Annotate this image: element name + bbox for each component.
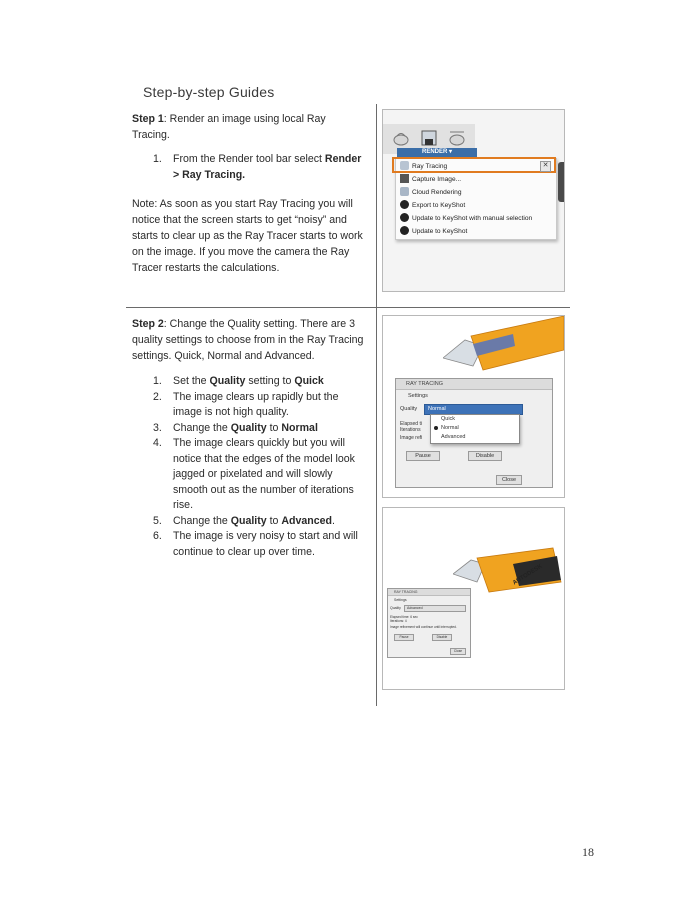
cloud-rendering-icon — [400, 187, 409, 196]
image-refinement-label: Image refi — [400, 435, 423, 441]
ray-tracing-highlight — [392, 157, 556, 173]
list-item: 2. The image clears up rapidly but the image is not high quality. — [153, 390, 339, 418]
section-heading: Step-by-step Guides — [143, 84, 275, 100]
disable-button[interactable]: Disable — [468, 451, 502, 461]
step2-label: Step 2 — [132, 318, 164, 330]
dialog-title: RAY TRACING — [388, 589, 470, 596]
list-text: From the Render tool bar select — [173, 153, 325, 165]
list-bold: Render > Ray Tracing. — [173, 153, 362, 181]
pause-button[interactable]: Pause — [394, 634, 414, 641]
menu-item-capture-image[interactable]: Capture Image... — [400, 174, 461, 186]
step1-intro — [132, 111, 362, 143]
elapsed-label: Elapsed ti — [400, 421, 422, 427]
row-divider — [126, 307, 570, 308]
cloud-render-icon — [447, 128, 467, 148]
list-item — [153, 152, 368, 183]
list-number: 1. — [153, 153, 162, 165]
dialog-title: RAY TRACING — [396, 379, 552, 390]
quality-normal-screenshot — [382, 315, 565, 498]
selected-radio-icon — [434, 426, 438, 430]
option-quick[interactable]: Quick — [441, 416, 456, 422]
menu-item-ray-tracing[interactable]: Ray Tracing — [400, 161, 447, 173]
step2-intro — [132, 316, 372, 364]
menu-item-cloud-rendering[interactable]: Cloud Rendering — [400, 187, 462, 199]
close-icon[interactable]: ✕ — [540, 161, 551, 172]
utility-knife-image — [443, 316, 564, 386]
list-number: 6. — [153, 530, 162, 542]
step1-note: Note: As soon as you start Ray Tracing you will notice that the screen starts to get “noisy” and starts to clear up as the Ray Tracer starts to work on the image. If you move the camera the Ray Tracer restarts the calculations. — [132, 198, 363, 274]
teapot-icon — [391, 128, 411, 148]
capture-image-icon — [400, 174, 409, 183]
step1-text: : Render an image using local Ray Tracing. — [132, 113, 326, 141]
pause-button[interactable]: Pause — [406, 451, 440, 461]
quality-label: Quality — [400, 406, 418, 412]
list-number: 3. — [153, 421, 162, 434]
quality-select[interactable]: Advanced — [404, 605, 466, 612]
keyshot-icon — [400, 200, 409, 209]
menu-item-update-keyshot[interactable]: Update to KeyShot — [400, 226, 467, 238]
render-menu-screenshot — [382, 109, 565, 292]
brand-label: AUTODESK — [511, 563, 544, 587]
menu-item-export-keyshot[interactable]: Export to KeyShot — [400, 200, 465, 212]
list-number: 5. — [153, 514, 162, 527]
page-number: 18 — [582, 845, 594, 859]
list-item: 5. Change the Quality to Advanced. — [153, 514, 363, 530]
list-number: 1. — [153, 375, 162, 387]
keyshot-icon — [400, 226, 409, 235]
list-number: 4. — [153, 437, 162, 449]
list-item: 4. The image clears quickly but you will notice that the edges of the model look jagged or pixelated and will slowly smooth out as the number of iterations rise. — [153, 437, 355, 511]
quality-select[interactable]: Normal — [424, 404, 523, 415]
list-number: 2. — [153, 390, 162, 403]
ray-tracing-dialog — [387, 588, 471, 658]
image-refinement-label: Image refinement will continue until interrupted. — [390, 625, 457, 629]
option-advanced[interactable]: Advanced — [441, 434, 466, 440]
save-image-icon — [419, 128, 439, 148]
list-item: 3. Change the Quality to Normal — [153, 421, 363, 437]
elapsed-label: Elapsed time: 6 sec — [390, 615, 418, 619]
render-toolbar-label[interactable]: RENDER ▾ — [397, 148, 477, 157]
settings-label: Settings — [408, 393, 428, 399]
option-normal[interactable]: Normal — [441, 425, 459, 431]
iterations-label: Iterations: 4 — [390, 619, 407, 623]
list-item: 1. Set the Quality setting to Quick — [153, 374, 363, 390]
close-button[interactable]: Close — [496, 475, 522, 485]
quality-label: Quality — [390, 606, 401, 610]
list-item: 6. The image is very noisy to start and will continue to clear up over time. — [153, 530, 358, 558]
column-divider — [376, 104, 377, 706]
quality-advanced-screenshot — [382, 507, 565, 690]
step2-text: : Change the Quality setting. There are 3 quality settings to choose from in the Ray Tracing settings. Quick, Normal and Advanced. — [132, 318, 364, 362]
quality-options — [430, 414, 520, 444]
settings-label: Settings — [394, 598, 407, 602]
panel-edge — [558, 162, 564, 202]
ray-tracing-dialog — [395, 378, 553, 488]
keyshot-icon — [400, 213, 409, 222]
step1-list — [153, 152, 368, 183]
step1-label: Step 1 — [132, 113, 164, 125]
step2-list — [153, 374, 363, 560]
disable-button[interactable]: Disable — [432, 634, 452, 641]
menu-item-update-keyshot-manual[interactable]: Update to KeyShot with manual selection — [400, 213, 532, 225]
close-button[interactable]: Close — [450, 648, 466, 655]
iterations-label: Iterations — [400, 427, 421, 433]
